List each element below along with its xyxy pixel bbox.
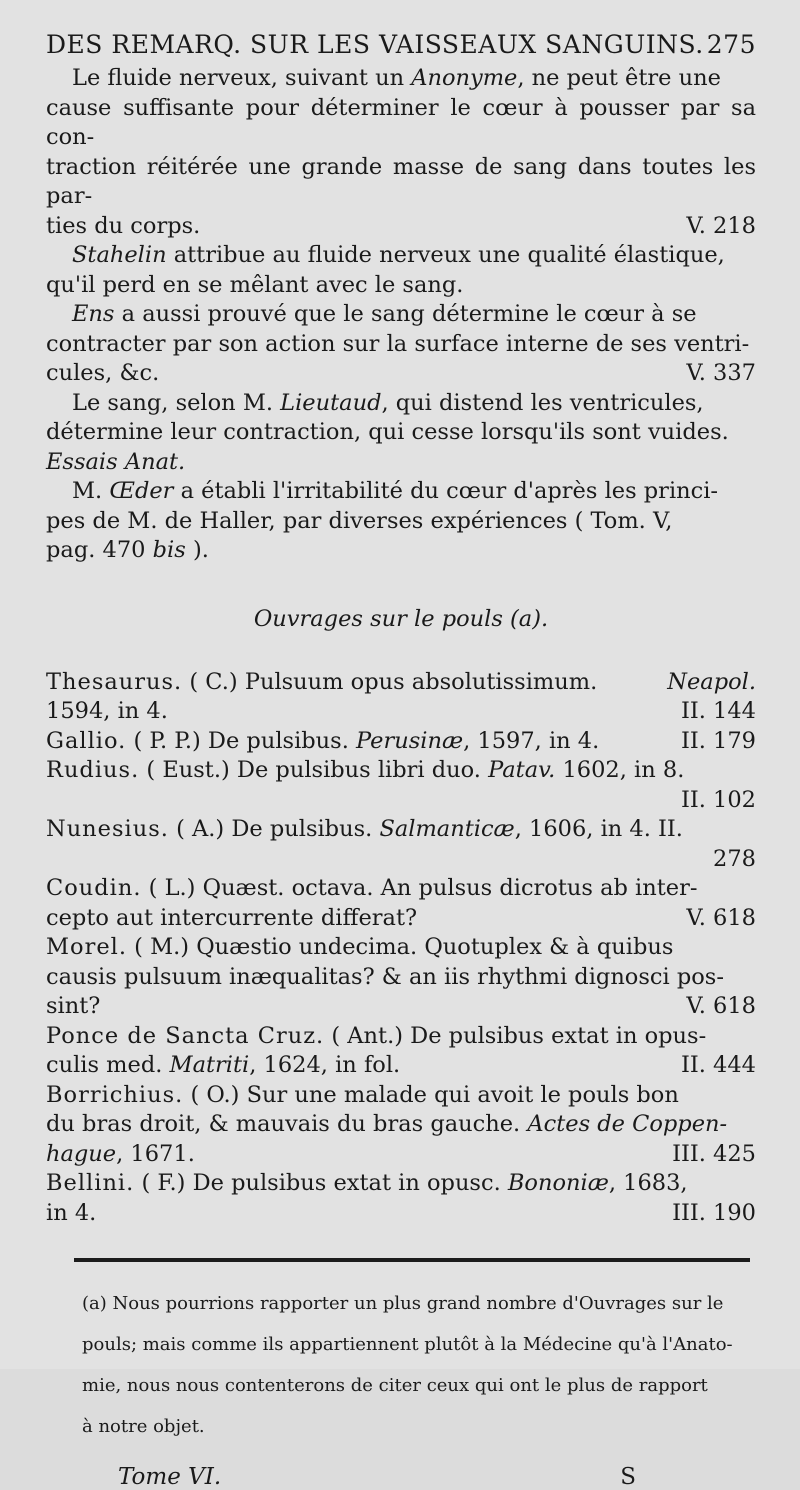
bibliography-entry: Rudius. ( Eust.) De pulsibus libri duo. Patav. 1602, in 8. II. 102 — [46, 756, 756, 815]
volume-reference: 278 — [713, 845, 756, 872]
bibliography-entry: Thesaurus. ( C.) Pulsuum opus absolutissimum. Neapol. 1594, in 4. II. 144 — [46, 668, 756, 727]
signature-line — [118, 1464, 756, 1490]
page-number: 275 — [706, 30, 756, 59]
running-title: DES REMARQ. SUR LES VAISSEAUX SANGUINS. — [46, 30, 704, 59]
bibliography-entry: Coudin. ( L.) Quæst. octava. An pulsus dicrotus ab inter- cepto aut intercurrente differat? V. 618 — [46, 874, 756, 933]
author-name: Œder — [109, 478, 174, 504]
volume-reference: II. 144 — [680, 698, 756, 724]
entry-place: Bononiæ — [507, 1170, 609, 1196]
volume-reference: V. 218 — [686, 212, 756, 239]
paragraph-line: Le fluide nerveux, suivant un Anonyme, ne peut être une — [72, 65, 721, 91]
paragraph-3 — [46, 300, 756, 389]
paragraph-line: Stahelin attribue au fluide nerveux une qualité élastique, — [72, 242, 725, 268]
paragraph-line: Ens a aussi prouvé que le sang détermine le cœur à se — [72, 301, 697, 327]
entry-place: Actes de Coppen- — [527, 1111, 728, 1137]
paragraph-5 — [46, 477, 756, 566]
footnote-line: (a) Nous pourrions rapporter un plus grand nombre d'Ouvrages sur le — [82, 1293, 724, 1314]
paragraph-line: cules, &c. V. 337 — [46, 359, 756, 389]
entry-place: Matriti — [169, 1052, 250, 1078]
author-name: Lieutaud — [280, 389, 382, 416]
entry-place: Perusinæ — [356, 727, 464, 754]
paragraph-line: pag. 470 bis ). — [46, 537, 209, 563]
paragraph-line: M. Œder a établi l'irritabilité du cœur d'après les princi- — [72, 478, 719, 504]
volume-reference: V. 337 — [686, 360, 756, 386]
paragraph-line: qu'il perd en se mêlant avec le sang. — [46, 271, 464, 298]
volume-reference: III. 190 — [672, 1199, 756, 1226]
paragraph-2 — [46, 241, 756, 300]
footnote-divider — [74, 1258, 750, 1262]
bibliography-entry: Borrichius. ( O.) Sur une malade qui avoit le pouls bon du bras droit, & mauvais du bras gauche. Actes de Coppen- hague, 1671. III. 425 — [46, 1081, 756, 1170]
volume-reference: II. 444 — [680, 1052, 756, 1078]
paragraph-line — [46, 448, 756, 478]
section-title: Ouvrages sur le pouls (a). — [253, 605, 549, 632]
volume-reference: II. 179 — [680, 727, 756, 754]
paragraph-line: ties du corps. V. 218 — [46, 212, 756, 242]
paragraph-line: traction réitérée une grande masse de sang dans toutes les par- — [46, 153, 756, 209]
entry-author: Ponce de Sancta Cruz. — [46, 1022, 325, 1049]
author-name: Anonyme — [411, 65, 518, 91]
bibliography-entry: Ponce de Sancta Cruz. ( Ant.) De pulsibus extat in opus- culis med. Matriti, 1624, in fol. II. 444 — [46, 1022, 756, 1081]
paragraph-1 — [46, 64, 756, 241]
volume-reference: V. 618 — [686, 993, 756, 1019]
signature-mark: S — [620, 1464, 636, 1490]
entry-author: Rudius. — [46, 757, 140, 783]
bibliography-entry: Gallio. ( P. P.) De pulsibus. Perusinæ, 1597, in 4. II. 179 — [46, 727, 756, 757]
entry-author: Borrichius. — [46, 1081, 184, 1108]
entry-place: Neapol. — [667, 668, 756, 695]
entry-author: Bellini. — [46, 1170, 135, 1196]
volume-reference: II. 102 — [680, 786, 756, 813]
paragraph-line: cause suffisante pour déterminer le cœur à pousser par sa con- — [46, 94, 756, 150]
bibliography-list — [46, 668, 756, 1229]
author-name: Stahelin — [72, 242, 167, 268]
bibliography-entry: Nunesius. ( A.) De pulsibus. Salmanticæ, 1606, in 4. II. 278 — [46, 815, 756, 874]
paragraph-line: Le sang, selon M. Lieutaud, qui distend les ventricules, — [72, 389, 704, 416]
paragraph-line: pes de M. de Haller, par diverses expériences ( Tom. V, — [46, 507, 673, 534]
footnote-line: mie, nous nous contenterons de citer ceux qui ont le plus de rapport — [82, 1375, 708, 1396]
entry-author: Thesaurus. — [46, 668, 183, 695]
footnote-line: pouls; mais comme ils appartiennent plutôt à la Médecine qu'à l'Anato- — [82, 1334, 733, 1355]
volume-reference: III. 425 — [672, 1140, 756, 1167]
entry-author: Nunesius. — [46, 816, 169, 842]
paragraph-line: détermine leur contraction, qui cesse lorsqu'ils sont vuides. — [46, 419, 729, 445]
paragraph-4 — [46, 389, 756, 478]
bibliography-entry: Morel. ( M.) Quæstio undecima. Quotuplex & à quibus causis pulsuum inæqualitas? & an iis rhythmi dignosci pos- sint? V. 618 — [46, 933, 756, 1022]
entry-author: Coudin. — [46, 875, 142, 901]
bibliography-entry: Bellini. ( F.) De pulsibus extat in opusc. Bononiæ, 1683, in 4. III. 190 — [46, 1169, 756, 1228]
author-name: Ens — [72, 301, 115, 327]
volume-reference: V. 618 — [686, 904, 756, 931]
work-title: Essais Anat. — [46, 448, 186, 475]
running-header — [46, 28, 756, 62]
footnote — [46, 1292, 756, 1438]
paragraph-line: contracter par son action sur la surface interne de ses ventri- — [46, 330, 750, 357]
entry-place: Patav. — [488, 757, 556, 783]
entry-place: Salmanticæ — [379, 816, 515, 842]
tome-label: Tome VI. — [118, 1464, 222, 1490]
entry-author: Gallio. — [46, 727, 127, 754]
footnote-line: à notre objet. — [82, 1416, 205, 1437]
entry-author: Morel. — [46, 934, 128, 960]
